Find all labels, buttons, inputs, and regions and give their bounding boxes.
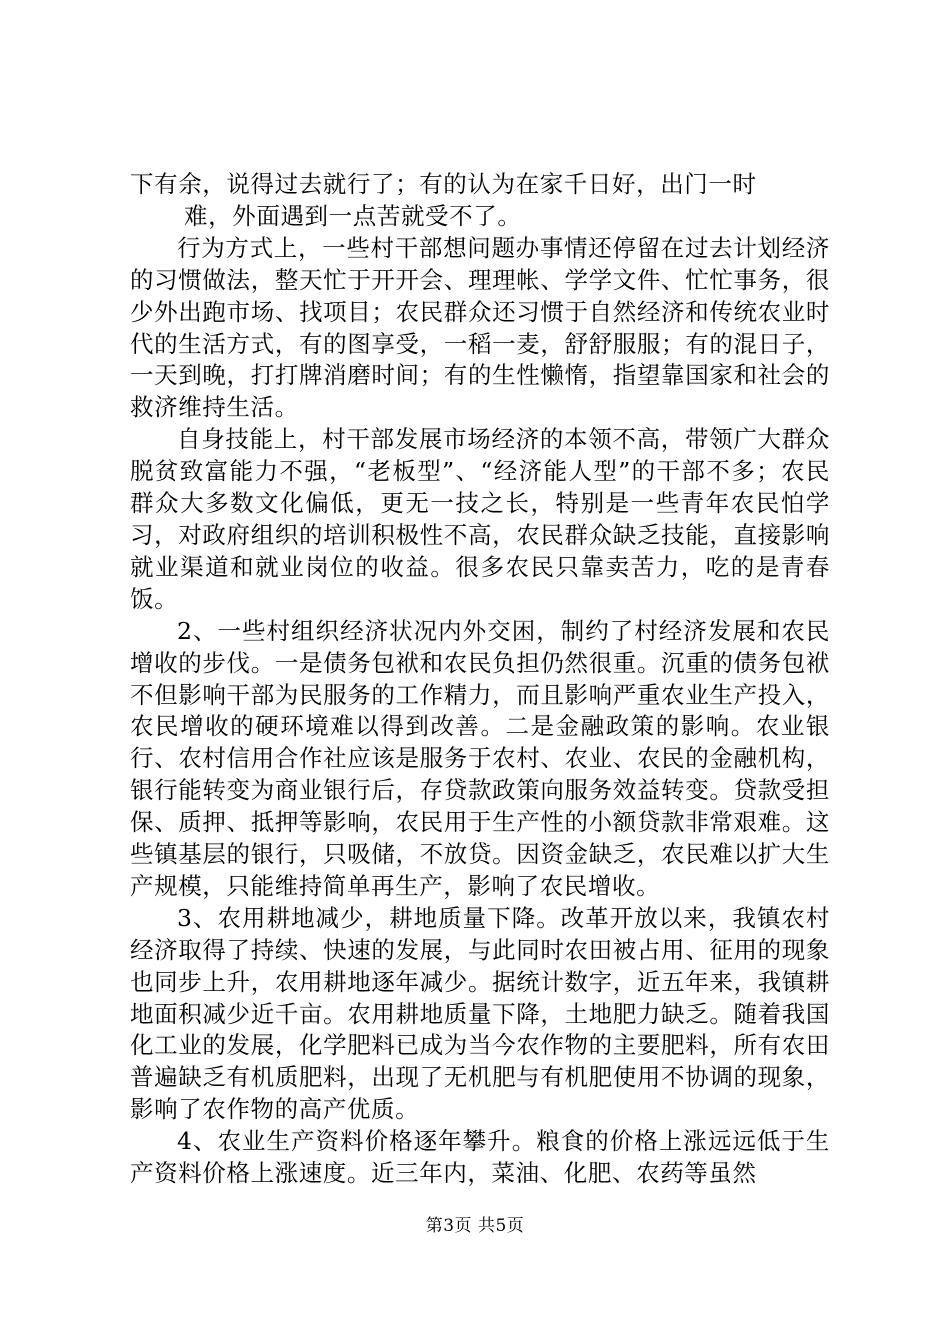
page-footer: 第3页 共5页 (425, 1216, 525, 1236)
document-body (130, 169, 830, 1190)
paragraph-point-2: 2、一些村组织经济状况内外交困，制约了村经济发展和农民增收的步伐。一是债务包袱和农民负担仍然很重。沉重的债务包袱不但影响干部为民服务的工作精力，而且影响严重农业生产投入，农民增收的硬环境难以得到改善。二是金融政策的影响。农业银行、农村信用合作社应该是服务于农村、农业、农民的金融机构，银行能转变为商业银行后，存贷款政策向服务效益转变。贷款受担保、质押、抵押等影响，农民用于生产性的小额贷款非常艰难。这些镇基层的银行，只吸储，不放贷。因资金缺乏，农民难以扩大生产规模，只能维持简单再生产，影响了农民增收。 (130, 616, 830, 900)
paragraph-point-4: 4、农业生产资料价格逐年攀升。粮食的价格上涨远远低于生产资料价格上涨速度。近三年内，菜油、化肥、农药等虽然 (130, 1127, 830, 1188)
paragraph-behavior: 行为方式上，一些村干部想问题办事情还停留在过去计划经济的习惯做法，整天忙于开开会、理理帐、学学文件、忙忙事务，很少外出跑市场、找项目；农民群众还习惯于自然经济和传统农业时代的生活方式，有的图享受，一稻一麦，舒舒服服；有的混日子，一天到晚，打打牌消磨时间；有的生性懒惰，指望靠国家和社会的救济维持生活。 (130, 233, 830, 422)
paragraph-continuation: 下有余，说得过去就行了；有的认为在家千日好，出门一时 (130, 170, 757, 198)
paragraph-point-3: 3、农用耕地减少，耕地质量下降。改革开放以来，我镇农村经济取得了持续、快速的发展，与此同时农田被占用、征用的现象也同步上升，农用耕地逐年减少。据统计数字，近五年来，我镇耕地面积减少近千亩。农用耕地质量下降，土地肥力缺乏。随着我国化工业的发展，化学肥料已成为当今农作物的主要肥料，所有农田普遍缺乏有机质肥料，出现了无机肥与有机肥使用不协调的现象，影响了农作物的高产优质。 (130, 903, 830, 1124)
paragraph-skills: 自身技能上，村干部发展市场经济的本领不高，带领广大群众脱贫致富能力不强，“老板型”、“经济能人型”的干部不多；农民群众大多数文化偏低，更无一技之长，特别是一些青年农民怕学习，对政府组织的培训积极性不高，农民群众缺乏技能，直接影响就业渠道和就业岗位的收益。很多农民只靠卖苦力，吃的是青春饭。 (130, 425, 830, 613)
paragraph-continuation-tail: 难，外面遇到一点苦就受不了。 (184, 201, 522, 230)
